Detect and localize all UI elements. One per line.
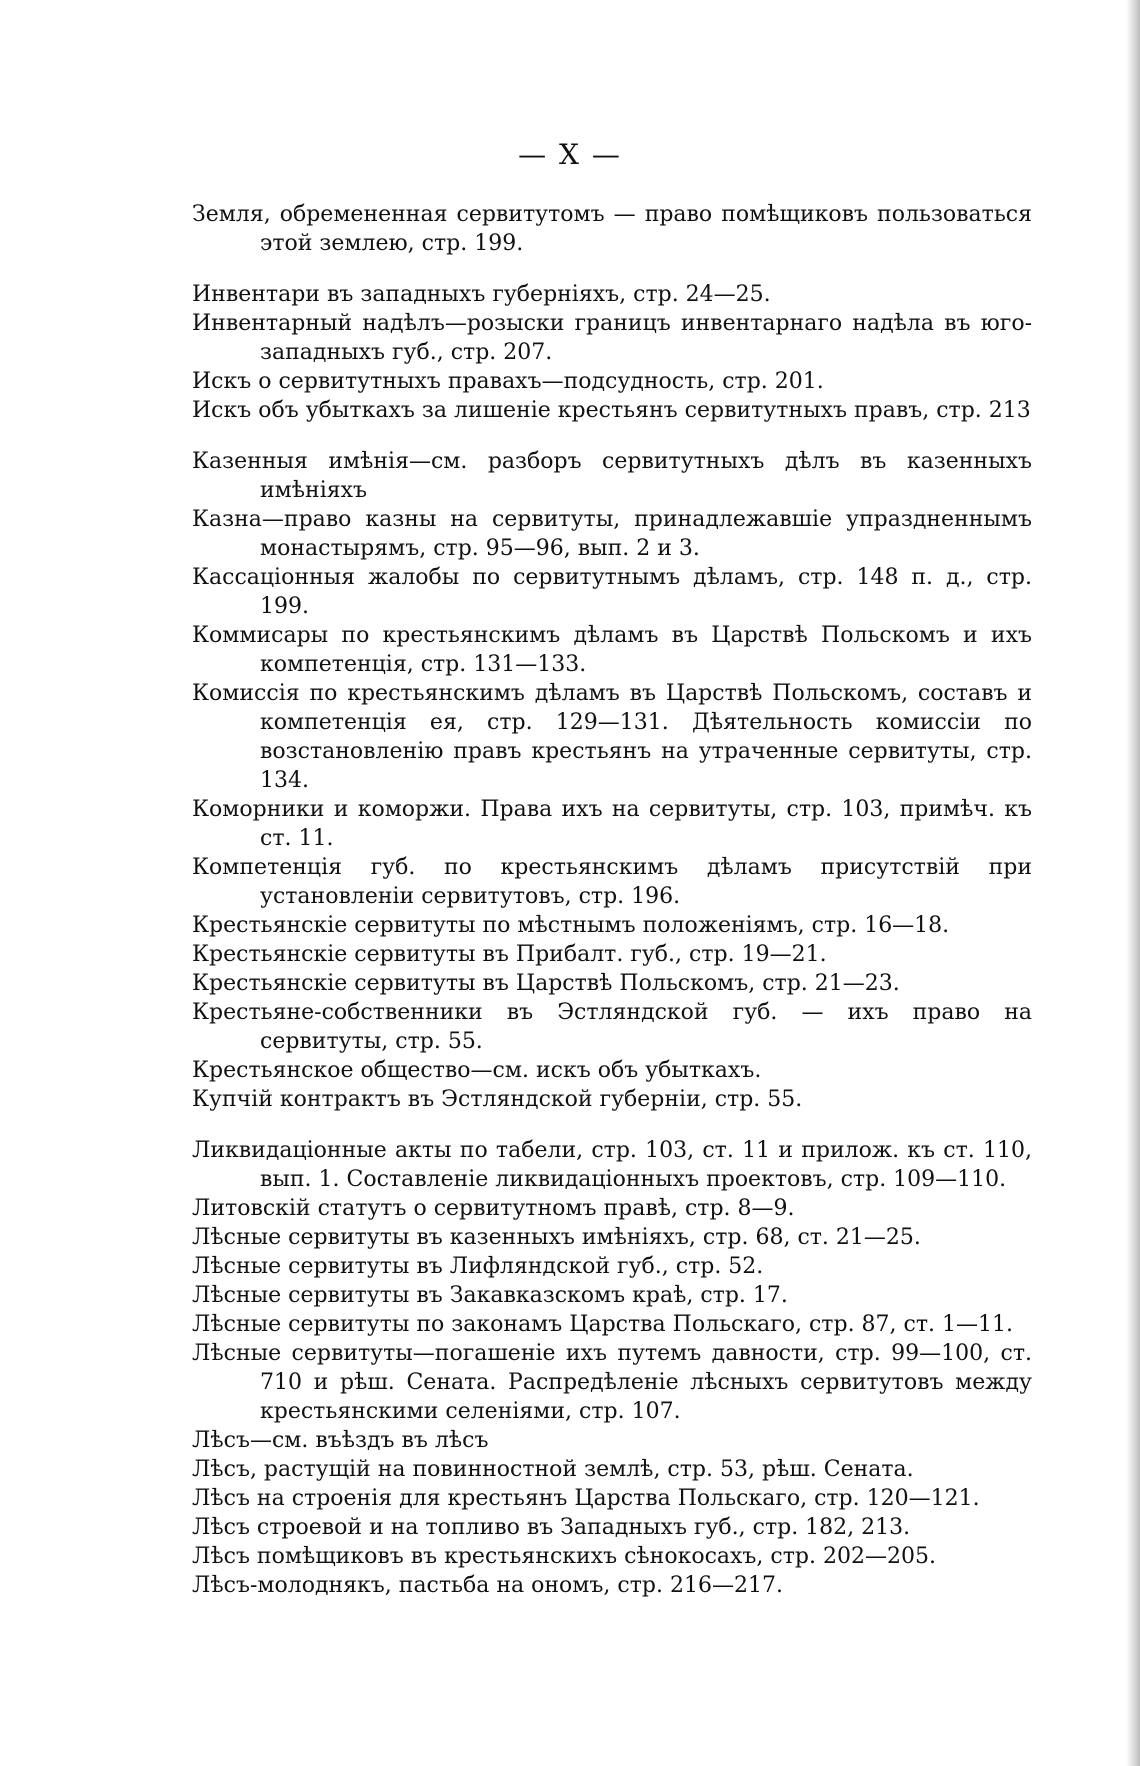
index-entry: Лѣсные сервитуты въ Лифляндской губ., стр. 52. [192, 1254, 764, 1279]
index-group [192, 280, 1032, 425]
index-entry: Лѣсные сервитуты въ Закавказскомъ краѣ, стр. 17. [192, 1283, 788, 1308]
index-entry: Компетенція губ. по крестьянскимъ дѣламъ присутствій при установленіи сервитутовъ, стр. 196. [192, 855, 1032, 909]
index-entry: Казна—право казны на сервитуты, принадлежавшіе упраздненнымъ монастырямъ, стр. 95—96, вып. 2 и 3. [192, 507, 1032, 561]
index-entry: Лѣсные сервитуты—погашеніе ихъ путемъ давности, стр. 99—100, ст. 710 и рѣш. Сената. Распредѣленіе лѣсныхъ сервитутовъ между крестьянскими селеніями, стр. 107. [192, 1341, 1032, 1424]
index-entry: Кассаціонныя жалобы по сервитутнымъ дѣламъ, стр. 148 п. д., стр. 199. [192, 565, 1032, 619]
index-entry: Крестьянскіе сервитуты по мѣстнымъ положеніямъ, стр. 16—18. [192, 913, 950, 938]
index-entry: Комиссія по крестьянскимъ дѣламъ въ Царствѣ Польскомъ, составъ и компетенція ея, стр. 129—131. Дѣятельность комиссіи по возстановленію правъ крестьянъ на утраченные сервитуты, стр. 134. [192, 681, 1032, 793]
index-group [192, 1136, 1032, 1600]
index-entry: Коммисары по крестьянскимъ дѣламъ въ Царствѣ Польскомъ и ихъ компетенція, стр. 131—133. [192, 623, 1032, 677]
index-entry: Лѣсъ строевой и на топливо въ Западныхъ губ., стр. 182, 213. [192, 1515, 911, 1540]
index-entry: Лѣсъ помѣщиковъ въ крестьянскихъ сѣнокосахъ, стр. 202—205. [192, 1544, 936, 1569]
index-entry: Лѣсные сервитуты въ казенныхъ имѣніяхъ, стр. 68, ст. 21—25. [192, 1225, 921, 1250]
index-entry: Крестьянское общество—см. искъ объ убыткахъ. [192, 1058, 762, 1083]
index-entry: Лѣсъ-молоднякъ, пастьба на ономъ, стр. 216—217. [192, 1573, 783, 1598]
index-group [192, 447, 1032, 1114]
index-content [192, 200, 1032, 1622]
page-edge-shadow [1126, 0, 1140, 1766]
index-entry: Лѣсъ, растущій на повинностной землѣ, стр. 53, рѣш. Сената. [192, 1457, 914, 1482]
index-entry: Лѣсные сервитуты по законамъ Царства Польскаго, стр. 87, ст. 1—11. [192, 1312, 1013, 1337]
index-entry: Инвентарный надѣлъ—розыски границъ инвентарнаго надѣла въ юго-западныхъ губ., стр. 207. [192, 311, 1032, 365]
index-entry: Лѣсъ на строенія для крестьянъ Царства Польскаго, стр. 120—121. [192, 1486, 980, 1511]
index-entry: Ликвидаціонные акты по табели, стр. 103, ст. 11 и прилож. къ ст. 110, вып. 1. Составленіе ликвидаціонныхъ проектовъ, стр. 109—110. [192, 1138, 1032, 1192]
index-entry: Искъ о сервитутныхъ правахъ—подсудность, стр. 201. [192, 369, 824, 394]
index-entry: Инвентари въ западныхъ губерніяхъ, стр. 24—25. [192, 282, 771, 307]
page-number-header: — X — [518, 138, 622, 171]
index-entry: Искъ объ убыткахъ за лишеніе крестьянъ сервитутныхъ правъ, стр. 213 [192, 398, 1031, 423]
index-entry: Литовскій статутъ о сервитутномъ правѣ, стр. 8—9. [192, 1196, 795, 1221]
index-entry: Крестьянскіе сервитуты въ Царствѣ Польскомъ, стр. 21—23. [192, 971, 900, 996]
index-entry: Казенныя имѣнія—см. разборъ сервитутныхъ дѣлъ въ казенныхъ имѣніяхъ [192, 449, 1032, 503]
index-entry: Коморники и коморжи. Права ихъ на сервитуты, стр. 103, примѣч. къ ст. 11. [192, 797, 1032, 851]
index-entry: Лѣсъ—см. въѣздъ въ лѣсъ [192, 1428, 489, 1453]
index-entry: Купчій контрактъ въ Эстляндской губерніи, стр. 55. [192, 1087, 803, 1112]
index-group [192, 200, 1032, 258]
index-entry: Земля, обремененная сервитутомъ — право помѣщиковъ пользоваться этой землею, стр. 199. [192, 202, 1032, 256]
index-entry: Крестьянскіе сервитуты въ Прибалт. губ., стр. 19—21. [192, 942, 827, 967]
index-entry: Крестьяне-собственники въ Эстляндской губ. — ихъ право на сервитуты, стр. 55. [192, 1000, 1032, 1054]
